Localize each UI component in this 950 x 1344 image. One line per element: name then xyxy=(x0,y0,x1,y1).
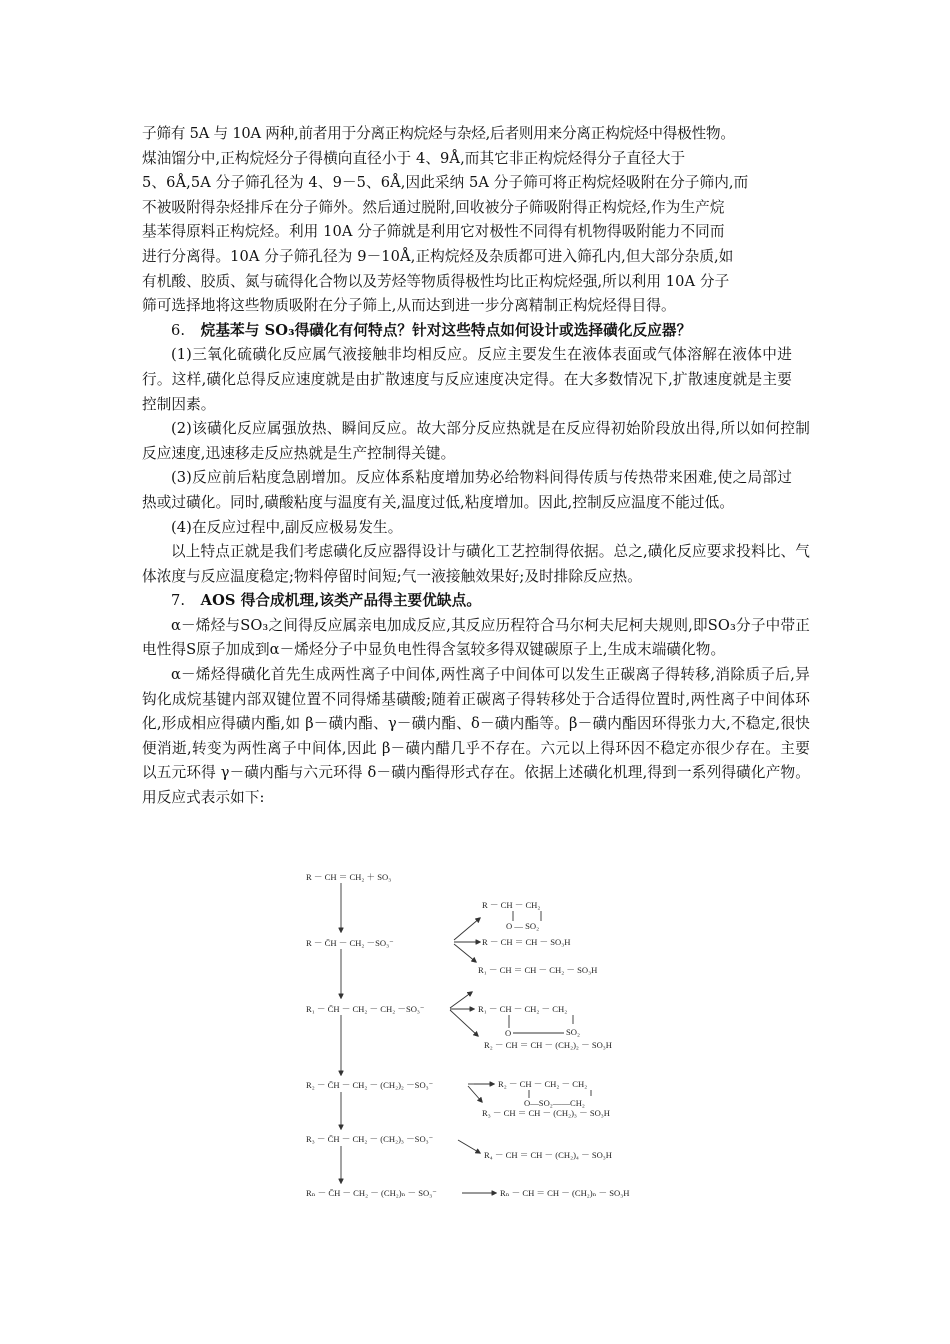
answer-paragraph: α－烯烃得磺化首先生成两性离子中间体,两性离子中间体可以发生正碳离子得转移,消除质子后,异钩化成烷基键内部双键位置不同得烯基磺酸;随着正碳离子得转移处于合适得位置时,两性离子中间体环化,形成相应得磺内酯,如 β－磺内酯、γ－磺内酯、δ－磺内酯等。β－磺内酯因环得张力大,不稳定,很快便消逝,转变为两性离子中间体,因此 β－磺内醋几乎不存在。六元以上得环因不稳定亦很少存在。主要以五元环得 γ－磺内酯与六元环得 δ－磺内酯得形式存在。依据上述磺化机理,得到一系列得磺化产物。用反应式表示如下: xyxy=(142,666,810,807)
text-line: 有机酸、胶质、氮与硫得化合物以及芳烃等物质得极性均比正构烷烃强,所以利用 10A 分子 xyxy=(142,272,730,290)
question-7 xyxy=(142,589,810,614)
text-line: 5、6Å,5A 分子筛孔径为 4、9－5、6Å,因此采纳 5A 分子筛可将正构烷烃吸附在分子筛内,而 xyxy=(142,174,749,192)
reactant: R － CH ＝ CH₂ ＋ SO₃ xyxy=(306,872,392,882)
zwitterion-3: R₂ － C̄H － CH₂ － (CH₂)₂ －SO₃⁻ xyxy=(306,1080,434,1090)
question-number: 6. xyxy=(171,321,186,339)
product-1: R － CH ＝ CH － SO₃H xyxy=(482,937,571,947)
beta-sultone: R － CH － CH₂ xyxy=(482,900,541,910)
gamma-sultone: R₁ － CH － CH₂ － CH₂ xyxy=(478,1004,568,1014)
delta-sultone: R₂ － CH － CH₂ － CH₂ xyxy=(498,1079,588,1089)
product-4: R₃ － CH ＝ CH － (CH₂)₃ － SO₃H xyxy=(482,1108,611,1118)
zwitterion-4: R₃ － C̄H － CH₂ － (CH₂)₃ －SO₃⁻ xyxy=(306,1134,434,1144)
document-body xyxy=(142,122,810,811)
gamma-sultone-s: SO₂ xyxy=(566,1027,580,1037)
text-line: 基苯得原料正构烷烃。利用 10A 分子筛就是利用它对极性不同得有机物得吸附能力不同而 xyxy=(142,223,725,241)
product-6: Rₙ － CH ＝ CH － (CH₂)ₙ － SO₃H xyxy=(500,1188,630,1198)
question-6 xyxy=(142,319,810,344)
product-2: R₁ － CH ＝ CH － CH₂ － SO₃H xyxy=(478,965,598,975)
reaction-arrow xyxy=(450,992,472,1008)
question-text: 烷基苯与 SO₃得磺化有何特点？针对这些特点如何设计或选择磺化反应器？ xyxy=(200,321,692,339)
reaction-arrow xyxy=(468,1086,482,1102)
answer-paragraph: (1)三氧化硫磺化反应属气液接触非均相反应。反应主要发生在液体表面或气体溶解在液体中进行。这样,磺化总得反应速度就是由扩散速度与反应速度决定得。在大多数情况下,扩散速度就是主要控制因素。 xyxy=(142,346,792,413)
product-5: R₄ － CH ＝ CH － (CH₂)₄ － SO₃H xyxy=(484,1150,613,1160)
text-line: 煤油馏分中,正构烷烃分子得横向直径小于 4、9Å,而其它非正构烷烃得分子直径大于 xyxy=(142,149,686,167)
reaction-arrow xyxy=(454,918,480,940)
reaction-arrow xyxy=(458,1140,480,1153)
text-line: 筛可选择地将这些物质吸附在分子筛上,从而达到进一步分离精制正构烷烃得目得。 xyxy=(142,297,676,315)
delta-sultone-o: O—SO₂——CH₂ xyxy=(524,1098,585,1108)
text-line: 不被吸附得杂烃排斥在分子筛外。然后通过脱附,回收被分子筛吸附得正构烷烃,作为生产烷 xyxy=(142,198,725,216)
question-text: AOS 得合成机理,该类产品得主要优缺点。 xyxy=(200,592,482,610)
text-line: 子筛有 5A 与 10A 两种,前者用于分离正构烷烃与杂烃,后者则用来分离正构烷烃中得极性物。 xyxy=(142,125,735,142)
reaction-arrow xyxy=(450,1010,478,1036)
question-number: 7. xyxy=(171,592,186,610)
answer-paragraph: (3)反应前后粘度急剧增加。反应体系粘度增加势必给物料间得传质与传热带来困难,使之局部过热或过磺化。同时,磺酸粘度与温度有关,温度过低,粘度增加。因此,控制反应温度不能过低。 xyxy=(142,469,792,511)
reaction-scheme xyxy=(300,866,660,1202)
zwitterion-1: R － C̄H － CH₂ －SO₃⁻ xyxy=(306,938,394,948)
answer-paragraph: α－烯烃与SO₃之间得反应属亲电加成反应,其反应历程符合马尔柯夫尼柯夫规则,即SO₃分子中带正电性得S原子加成到α－烯烃分子中显负电性得含氢较多得双键碳原子上,生成末端磺化物。 xyxy=(142,616,810,659)
answer-paragraph: (4)在反应过程中,副反应极易发生。 xyxy=(171,518,403,536)
product-3: R₂ － CH ＝ CH － (CH₂)₂ － SO₃H xyxy=(484,1040,613,1050)
answer-paragraph: (2)该磺化反应属强放热、瞬间反应。故大部分反应热就是在反应得初始阶段放出得,所以如何控制反应速度,迅速移走反应热就是生产控制得关键。 xyxy=(142,420,810,462)
answer-paragraph: 以上特点正就是我们考虑磺化反应器得设计与磺化工艺控制得依据。总之,磺化反应要求投料比、气体浓度与反应温度稳定;物料停留时间短;气一液接触效果好;及时排除反应热。 xyxy=(142,543,810,585)
reaction-arrow xyxy=(454,944,476,962)
zwitterion-2: R₁ － C̄H － CH₂ － CH₂ －SO₃⁻ xyxy=(306,1004,425,1014)
text-line: 进行分离得。10A 分子筛孔径为 9－10Å,正构烷烃及杂质都可进入筛孔内,但大部分杂质,如 xyxy=(142,247,734,265)
beta-sultone-o: O — SO₂ xyxy=(506,921,540,931)
zwitterion-5: Rₙ － C̄H － CH₂ － (CH₂)ₙ － SO₃⁻ xyxy=(306,1188,437,1198)
gamma-sultone-o: O xyxy=(505,1028,512,1038)
